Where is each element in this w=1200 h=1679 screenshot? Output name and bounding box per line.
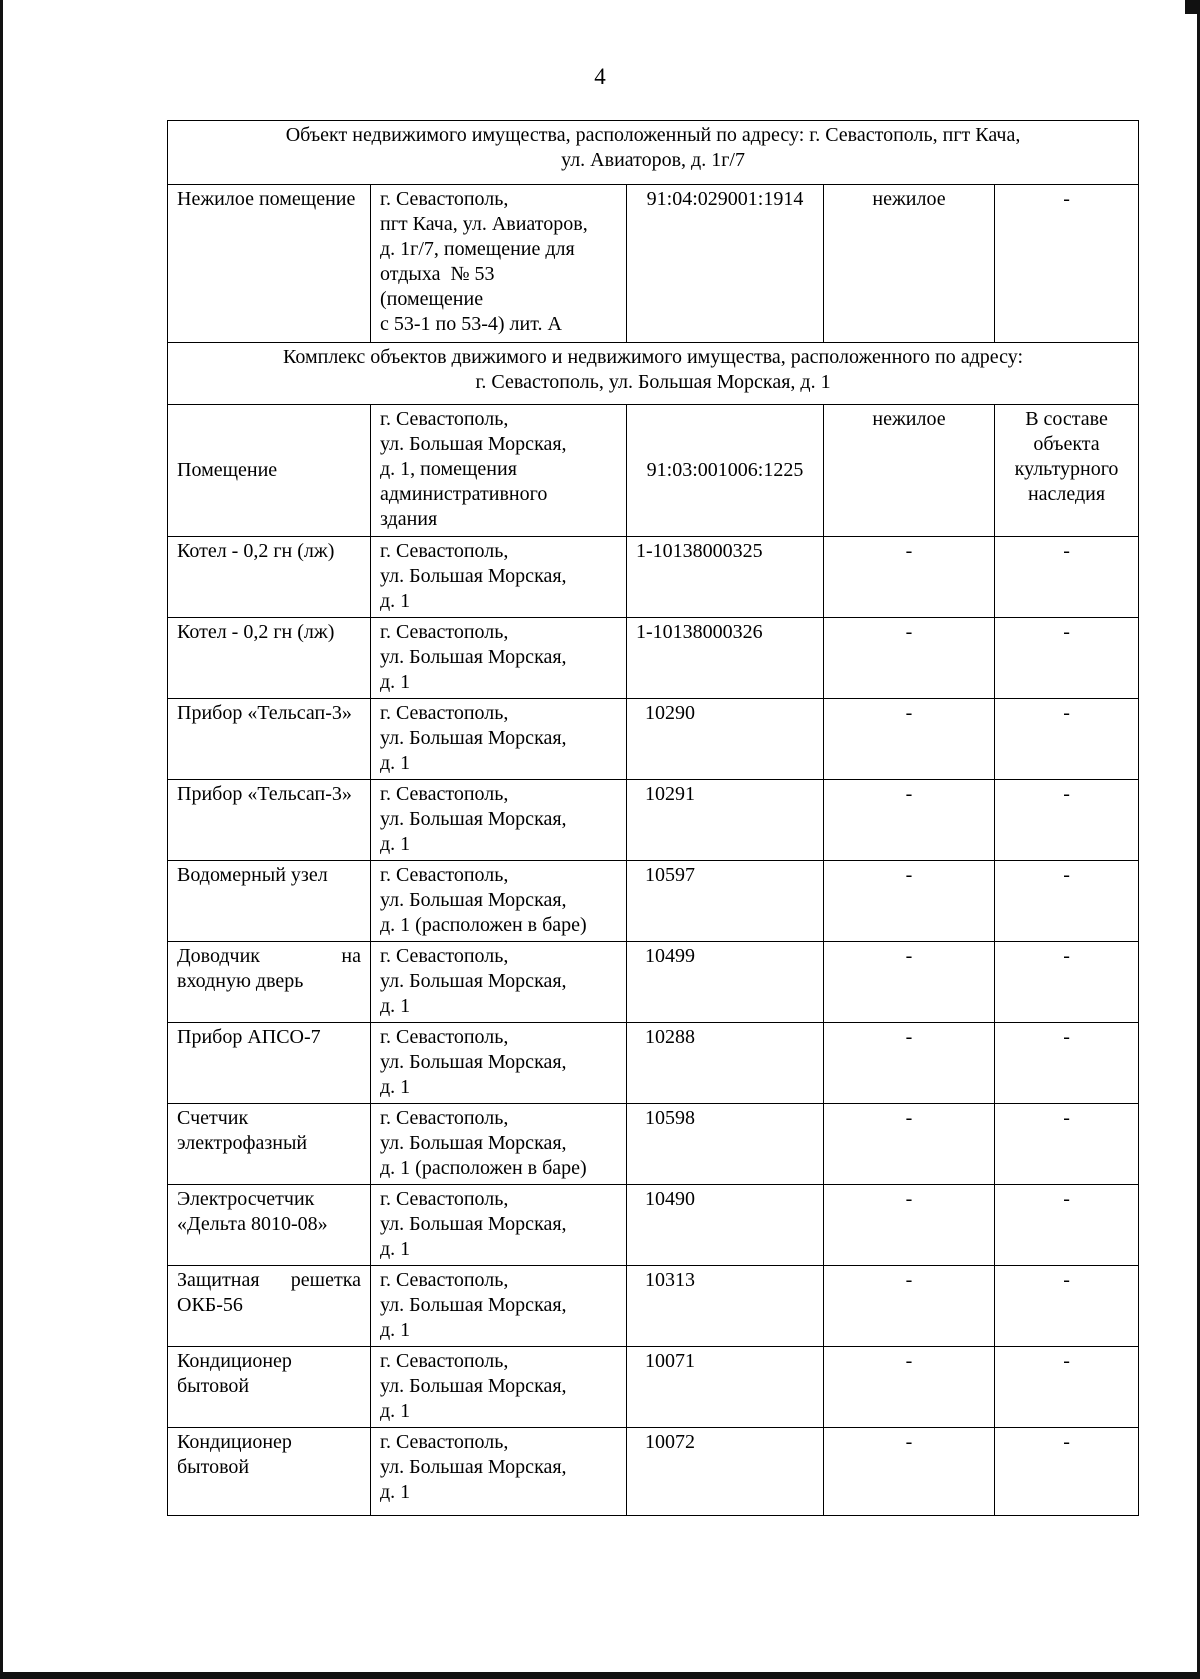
address-line: г. Севастополь, [380,1188,509,1210]
number-cell: 10071 [627,1347,824,1428]
table-row [168,1104,1139,1185]
purpose-cell: - [824,942,995,1023]
note-cell: - [995,1104,1139,1185]
note-cell: - [995,699,1139,780]
item-name-cell: Счетчик электрофазный [168,1104,371,1185]
address-line: ул. Большая Морская, [380,565,567,587]
note-cell: - [995,537,1139,618]
number-cell: 91:03:001006:1225 [627,405,824,537]
address-line: ул. Большая Морская, [380,1456,567,1478]
address-line: д. 1 [380,671,411,693]
address-line: (помещение [380,288,484,310]
purpose-cell: - [824,1023,995,1104]
section-heading [168,343,1139,405]
address-line: г. Севастополь, [380,188,509,210]
purpose-cell: - [824,1347,995,1428]
note-cell: - [995,1428,1139,1516]
address-cell [371,1266,627,1347]
section-heading-line: Объект недвижимого имущества, расположенный по адресу: г. Севастополь, пгт Кача, [285,124,1021,146]
table-row [168,780,1139,861]
address-line: административного [380,483,548,505]
address-line: ул. Большая Морская, [380,646,567,668]
page-number: 4 [594,64,606,89]
address-cell [371,780,627,861]
address-line: д. 1 [380,1481,411,1503]
purpose-cell: - [824,699,995,780]
address-line: г. Севастополь, [380,1350,509,1372]
address-line: д. 1 [380,590,411,612]
address-line: ул. Большая Морская, [380,808,567,830]
address-line: д. 1г/7, помещение для [380,238,575,260]
address-line: г. Севастополь, [380,945,509,967]
address-line: ул. Большая Морская, [380,1213,567,1235]
address-line: здания [380,508,438,530]
table-row [168,537,1139,618]
address-line: с 53-1 по 53-4) лит. А [380,313,562,335]
address-line: отдыха № 53 [380,263,495,285]
purpose-cell: - [824,1266,995,1347]
purpose-cell: - [824,1185,995,1266]
purpose-cell: - [824,1104,995,1185]
address-line: г. Севастополь, [380,702,509,724]
address-line: ул. Большая Морская, [380,889,567,911]
item-name-cell: Нежилое помещение [168,185,371,343]
number-cell: 1-10138000325 [627,537,824,618]
item-name-cell: Доводчик на входную дверь [168,942,371,1023]
number-cell: 10291 [627,780,824,861]
address-line: д. 1 [380,833,411,855]
number-cell: 1-10138000326 [627,618,824,699]
address-line: ул. Большая Морская, [380,970,567,992]
table-row [168,699,1139,780]
address-line: д. 1 [380,1238,411,1260]
address-line: д. 1 [380,995,411,1017]
table-row [168,1428,1139,1516]
number-cell: 10313 [627,1266,824,1347]
address-line: г. Севастополь, [380,540,509,562]
purpose-cell: - [824,1428,995,1516]
item-name-cell: Защитная решетка ОКБ-56 [168,1266,371,1347]
address-line: г. Севастополь, [380,1026,509,1048]
item-name-cell: Котел - 0,2 гн (лж) [168,618,371,699]
note-cell: - [995,1266,1139,1347]
address-cell [371,1347,627,1428]
item-name-cell: Водомерный узел [168,861,371,942]
address-line: г. Севастополь, [380,1269,509,1291]
address-line: д. 1 [380,752,411,774]
note-cell: - [995,780,1139,861]
address-line: д. 1 [380,1076,411,1098]
item-name-cell: Прибор «Тельсап-3» [168,780,371,861]
section-heading [168,121,1139,185]
table-row [168,1023,1139,1104]
purpose-cell: - [824,861,995,942]
note-cell: - [995,1185,1139,1266]
number-cell: 10490 [627,1185,824,1266]
address-cell [371,1428,627,1516]
table-row [168,861,1139,942]
address-line: г. Севастополь, [380,1107,509,1129]
address-line: ул. Большая Морская, [380,1375,567,1397]
number-cell: 10597 [627,861,824,942]
note-cell: - [995,942,1139,1023]
table-row [168,1266,1139,1347]
address-line: ул. Большая Морская, [380,727,567,749]
section-heading-line: г. Севастополь, ул. Большая Морская, д. 1 [475,371,831,393]
address-line: ул. Большая Морская, [380,1132,567,1154]
note-cell: - [995,1347,1139,1428]
scan-edge-left [0,0,3,1679]
purpose-cell: нежилое [824,405,995,537]
address-cell [371,405,627,537]
number-cell: 91:04:029001:1914 [627,185,824,343]
item-name-cell: Кондиционер бытовой [168,1347,371,1428]
note-cell: - [995,861,1139,942]
number-cell: 10290 [627,699,824,780]
note-cell: - [995,618,1139,699]
property-table [167,120,1139,1516]
number-cell: 10288 [627,1023,824,1104]
address-line: г. Севастополь, [380,408,509,430]
address-line: пгт Кача, ул. Авиаторов, [380,213,588,235]
table-row [168,942,1139,1023]
purpose-cell: - [824,618,995,699]
item-name-cell: Помещение [168,405,371,537]
note-cell: - [995,1023,1139,1104]
purpose-cell: - [824,537,995,618]
purpose-cell: - [824,780,995,861]
address-cell [371,861,627,942]
address-cell [371,1023,627,1104]
item-name-cell: Котел - 0,2 гн (лж) [168,537,371,618]
address-line: г. Севастополь, [380,783,509,805]
table-row [168,1185,1139,1266]
number-cell: 10072 [627,1428,824,1516]
table-row [168,405,1139,537]
address-line: д. 1 (расположен в баре) [380,914,587,936]
number-cell: 10499 [627,942,824,1023]
address-cell [371,1185,627,1266]
section-heading-line: ул. Авиаторов, д. 1г/7 [561,149,745,171]
address-line: д. 1, помещения [380,458,517,480]
number-cell: 10598 [627,1104,824,1185]
address-line: д. 1 [380,1319,411,1341]
table-row [168,185,1139,343]
address-line: ул. Большая Морская, [380,433,567,455]
table-row [168,618,1139,699]
section-heading-line: Комплекс объектов движимого и недвижимого имущества, расположенного по адресу: [283,346,1024,368]
item-name-cell: Кондиционер бытовой [168,1428,371,1516]
address-cell [371,699,627,780]
address-line: ул. Большая Морская, [380,1294,567,1316]
scan-edge-top [1185,0,1200,14]
section-heading-row [168,121,1139,185]
address-cell [371,942,627,1023]
address-cell [371,618,627,699]
section-heading-row [168,343,1139,405]
address-line: г. Севастополь, [380,864,509,886]
address-line: г. Севастополь, [380,621,509,643]
purpose-cell: нежилое [824,185,995,343]
note-cell: В составе объекта культурного наследия [995,405,1139,537]
table-row [168,1347,1139,1428]
scan-edge-bottom [0,1672,1200,1679]
address-cell [371,1104,627,1185]
address-cell [371,537,627,618]
note-cell: - [995,185,1139,343]
address-line: г. Севастополь, [380,1431,509,1453]
address-line: д. 1 (расположен в баре) [380,1157,587,1179]
address-line: ул. Большая Морская, [380,1051,567,1073]
address-cell [371,185,627,343]
item-name-cell: Прибор АПСО-7 [168,1023,371,1104]
address-line: д. 1 [380,1400,411,1422]
item-name-cell: Электросчетчик «Дельта 8010-08» [168,1185,371,1266]
item-name-cell: Прибор «Тельсап-3» [168,699,371,780]
